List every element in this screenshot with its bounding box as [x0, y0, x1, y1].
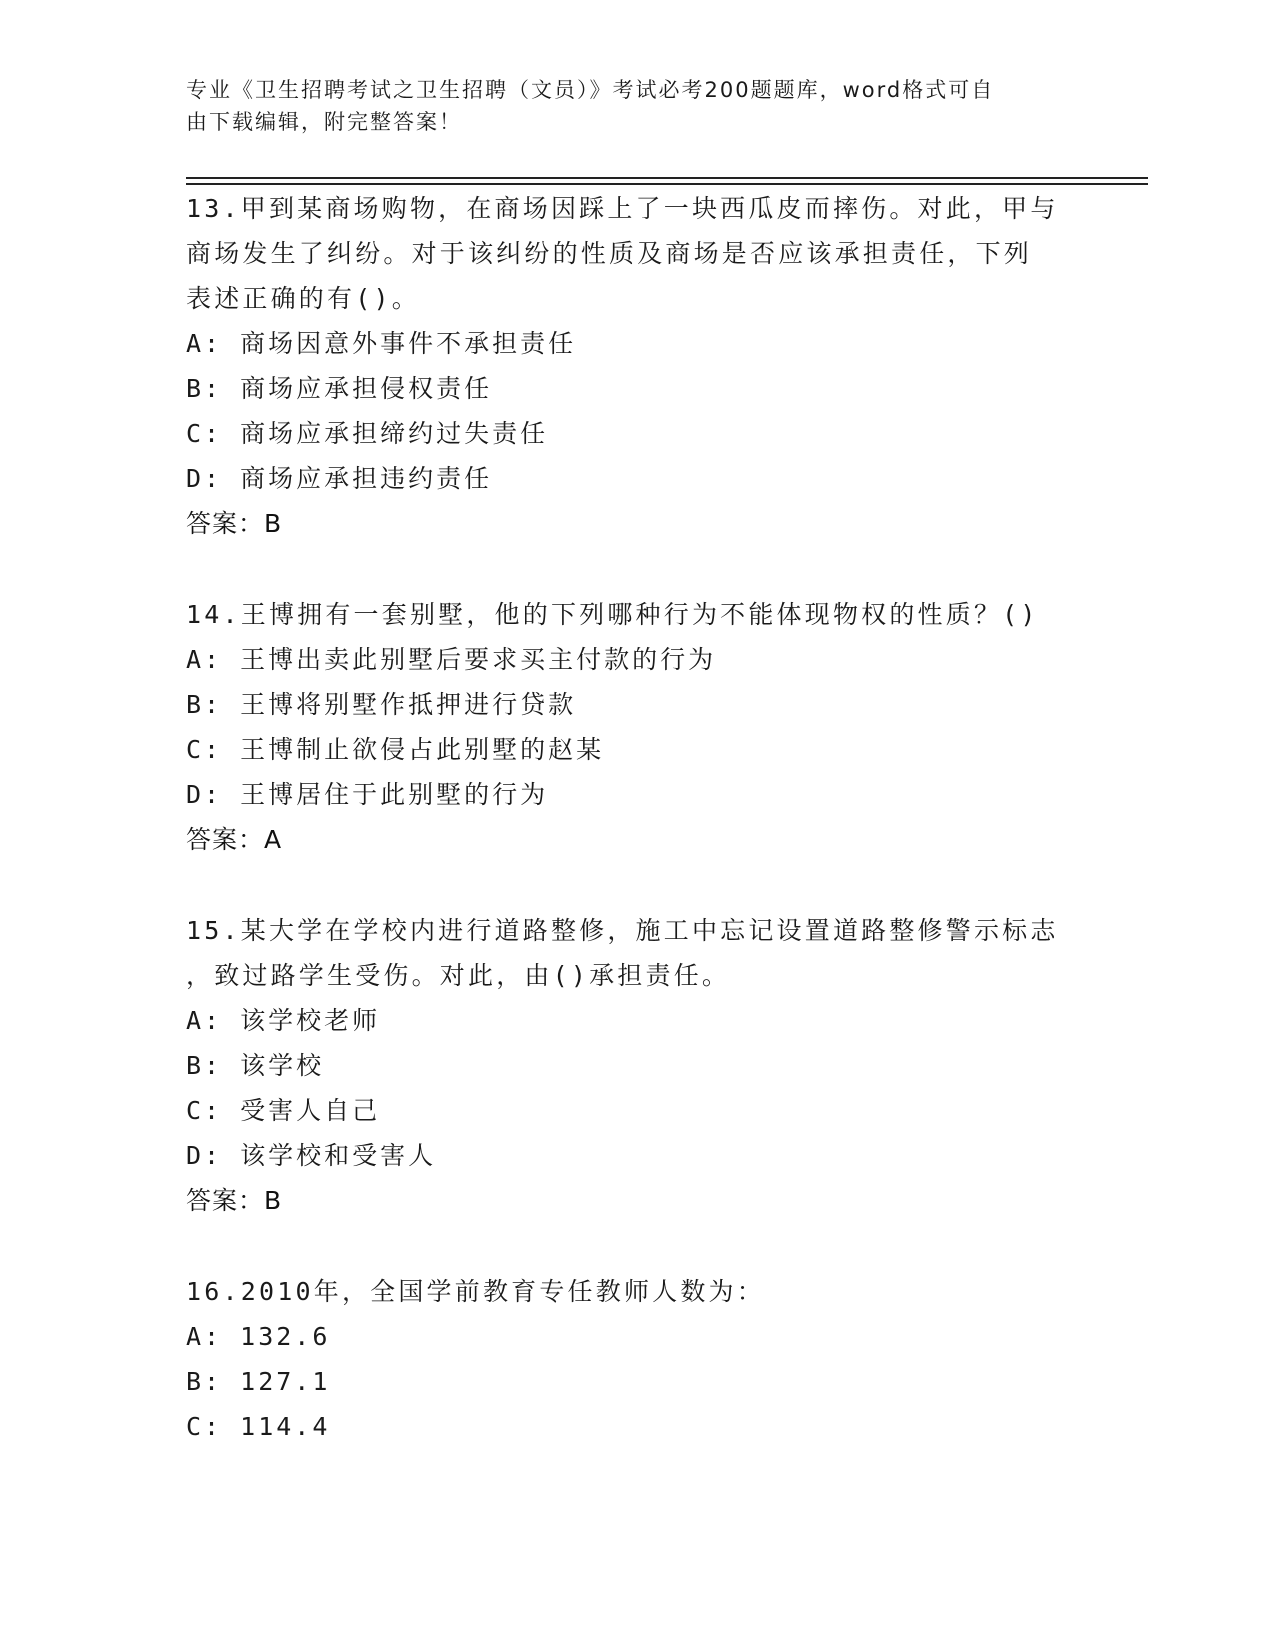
document-header — [186, 74, 1066, 138]
stem-line: 16.2010年，全国学前教育专任教师人数为： — [186, 1277, 765, 1306]
question-13 — [186, 186, 1086, 546]
option-b: B: 商场应承担侵权责任 — [186, 374, 493, 403]
stem-line: ，致过路学生受伤。对此，由()承担责任。 — [186, 961, 731, 990]
question-stem — [186, 908, 1086, 998]
answer-line: 答案：B — [186, 1186, 283, 1215]
option-c: C: 商场应承担缔约过失责任 — [186, 419, 549, 448]
option-c: C: 王博制止欲侵占此别墅的赵某 — [186, 735, 605, 764]
header-divider-bottom — [186, 183, 1148, 185]
option-d: D: 王博居住于此别墅的行为 — [186, 780, 549, 809]
option-a: A: 132.6 — [186, 1322, 331, 1351]
stem-line: 表述正确的有()。 — [186, 284, 420, 313]
question-spacer — [186, 1223, 1086, 1269]
question-spacer — [186, 862, 1086, 908]
option-d: D: 商场应承担违约责任 — [186, 464, 493, 493]
stem-line: 14.王博拥有一套别墅，他的下列哪种行为不能体现物权的性质？() — [186, 600, 1039, 629]
option-d: D: 该学校和受害人 — [186, 1141, 437, 1170]
option-b: B: 该学校 — [186, 1051, 325, 1080]
stem-line: 商场发生了纠纷。对于该纠纷的性质及商场是否应该承担责任，下列 — [186, 239, 1033, 268]
option-b: B: 127.1 — [186, 1367, 331, 1396]
question-stem — [186, 592, 1086, 637]
question-stem — [186, 186, 1086, 321]
option-b: B: 王博将别墅作抵押进行贷款 — [186, 690, 577, 719]
option-c: C: 受害人自己 — [186, 1096, 381, 1125]
option-c: C: 114.4 — [186, 1412, 331, 1441]
question-16 — [186, 1269, 1086, 1449]
option-a: A: 商场因意外事件不承担责任 — [186, 329, 577, 358]
option-a: A: 该学校老师 — [186, 1006, 381, 1035]
header-title-line-2: 由下载编辑，附完整答案！ — [186, 110, 462, 134]
question-stem — [186, 1269, 1086, 1314]
question-15 — [186, 908, 1086, 1223]
question-list — [186, 186, 1086, 1449]
question-spacer — [186, 546, 1086, 592]
header-divider-top — [186, 177, 1148, 179]
answer-line: 答案：A — [186, 825, 283, 854]
answer-line: 答案：B — [186, 509, 283, 538]
header-title-line-1: 专业《卫生招聘考试之卫生招聘（文员）》考试必考200题题库，word格式可自 — [186, 78, 995, 102]
option-a: A: 王博出卖此别墅后要求买主付款的行为 — [186, 645, 717, 674]
stem-line: 15.某大学在学校内进行道路整修，施工中忘记设置道路整修警示标志 — [186, 916, 1059, 945]
stem-line: 13.甲到某商场购物，在商场因踩上了一块西瓜皮而摔伤。对此，甲与 — [186, 194, 1059, 223]
question-14 — [186, 592, 1086, 862]
